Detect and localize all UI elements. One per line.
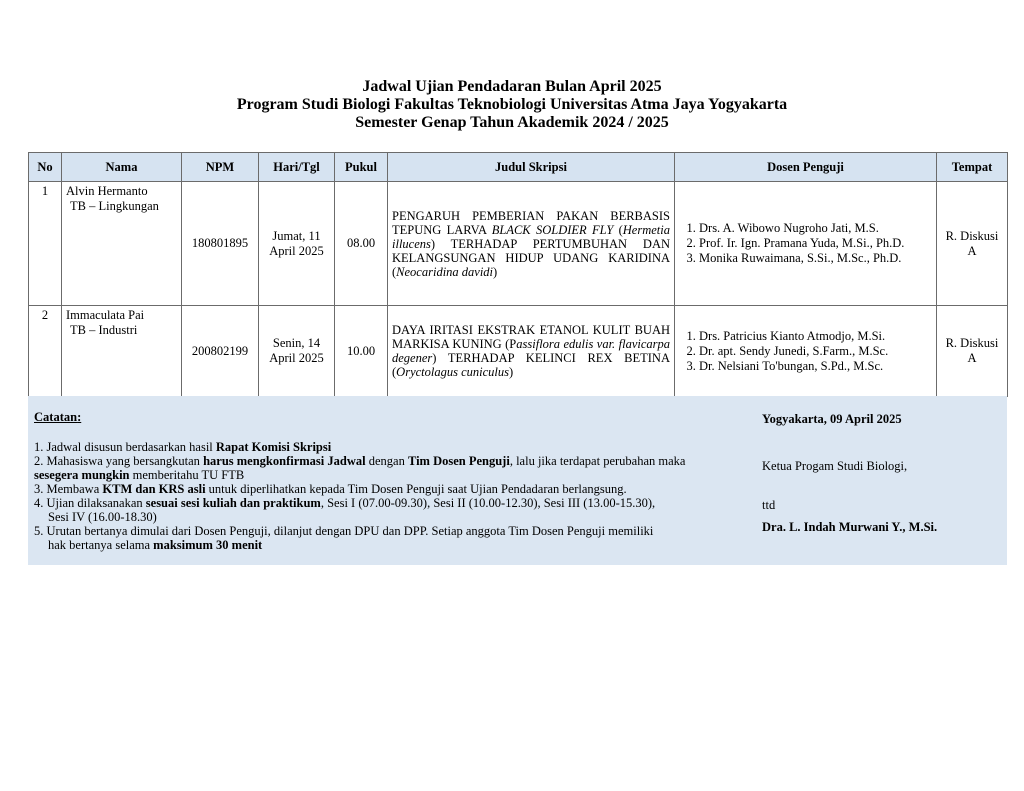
table-header-row	[29, 153, 1008, 182]
signature-place-date: Yogyakarta, 09 April 2025	[762, 412, 902, 426]
document-header	[0, 78, 1024, 132]
cell-hari-tgl: Senin, 14 April 2025	[259, 306, 335, 397]
col-header-hari-tgl: Hari/Tgl	[259, 153, 335, 182]
examiner-item: 1. Drs. Patricius Kianto Atmodjo, M.Si.	[699, 329, 932, 344]
student-track: TB – Lingkungan	[70, 199, 159, 213]
note-item-3: 3. Membawa KTM dan KRS asli untuk diperlihatkan kepada Tim Dosen Penguji saat Ujian Pendadaran berlangsung.	[34, 482, 627, 496]
notes-list	[34, 410, 724, 552]
examiner-item: 3. Monika Ruwaimana, S.Si., M.Sc., Ph.D.	[699, 251, 932, 266]
cell-no: 2	[29, 306, 62, 397]
student-name: Alvin Hermanto	[66, 184, 148, 198]
cell-tempat: R. Diskusi A	[937, 306, 1008, 397]
signature-name: Dra. L. Indah Murwani Y., M.Si.	[762, 520, 938, 534]
cell-npm: 200802199	[182, 306, 259, 397]
student-name: Immaculata Pai	[66, 308, 145, 322]
examiner-item: 3. Dr. Nelsiani To'bungan, S.Pd., M.Sc.	[699, 359, 932, 374]
table-row	[29, 182, 1008, 306]
col-header-nama: Nama	[62, 153, 182, 182]
cell-pukul: 10.00	[335, 306, 388, 397]
signature-ttd: ttd	[762, 498, 776, 512]
col-header-tempat: Tempat	[937, 153, 1008, 182]
examiner-item: 2. Prof. Ir. Ign. Pramana Yuda, M.Si., Ph.D.	[699, 236, 932, 251]
cell-npm: 180801895	[182, 182, 259, 306]
cell-no: 1	[29, 182, 62, 306]
title-line-2: Program Studi Biologi Fakultas Teknobiologi Universitas Atma Jaya Yogyakarta	[236, 96, 788, 113]
cell-nama	[62, 182, 182, 306]
title-line-3: Semester Genap Tahun Akademik 2024 / 2025	[355, 114, 669, 131]
cell-tempat: R. Diskusi A	[937, 182, 1008, 306]
cell-pukul: 08.00	[335, 182, 388, 306]
schedule-table	[28, 152, 1008, 397]
cell-hari-tgl: Jumat, 11 April 2025	[259, 182, 335, 306]
col-header-dosen: Dosen Penguji	[675, 153, 937, 182]
col-header-judul: Judul Skripsi	[388, 153, 675, 182]
note-item-2: 2. Mahasiswa yang bersangkutan harus mengkonfirmasi Jadwal dengan Tim Dosen Penguji, lalu jika terdapat perubahan maka sesegera mungkin memberitahu TU FTB	[34, 454, 686, 482]
col-header-pukul: Pukul	[335, 153, 388, 182]
notes-title: Catatan:	[34, 410, 82, 424]
notes-section	[28, 396, 1007, 565]
examiner-item: 1. Drs. A. Wibowo Nugroho Jati, M.S.	[699, 221, 932, 236]
title-line-1: Jadwal Ujian Pendadaran Bulan April 2025	[362, 78, 662, 95]
examiner-item: 2. Dr. apt. Sendy Junedi, S.Farm., M.Sc.	[699, 344, 932, 359]
student-track: TB – Industri	[70, 323, 138, 337]
cell-dosen	[675, 306, 937, 397]
col-header-npm: NPM	[182, 153, 259, 182]
note-item-1: 1. Jadwal disusun berdasarkan hasil Rapat Komisi Skripsi	[34, 440, 332, 454]
cell-judul: DAYA IRITASI EKSTRAK ETANOL KULIT BUAH MARKISA KUNING (Passiflora edulis var. flavicarpa degener) TERHADAP KELINCI REX BETINA (Oryctolagus cuniculus)	[388, 306, 675, 397]
cell-judul: PENGARUH PEMBERIAN PAKAN BERBASIS TEPUNG LARVA BLACK SOLDIER FLY (Hermetia illucens) TERHADAP PERTUMBUHAN DAN KELANGSUNGAN HIDUP UDANG KARIDINA (Neocaridina davidi)	[388, 182, 675, 306]
table-row	[29, 306, 1008, 397]
cell-nama	[62, 306, 182, 397]
signature-role: Ketua Progam Studi Biologi,	[762, 459, 908, 473]
col-header-no: No	[29, 153, 62, 182]
cell-dosen	[675, 182, 937, 306]
note-item-4: 4. Ujian dilaksanakan sesuai sesi kuliah dan praktikum, Sesi I (07.00-09.30), Sesi II (10.00-12.30), Sesi III (13.00-15.30), Sesi IV (16.00-18.30)	[34, 496, 656, 524]
note-item-5: 5. Urutan bertanya dimulai dari Dosen Penguji, dilanjut dengan DPU dan DPP. Setiap anggota Tim Dosen Penguji memiliki hak bertanya selama maksimum 30 menit	[34, 524, 654, 552]
